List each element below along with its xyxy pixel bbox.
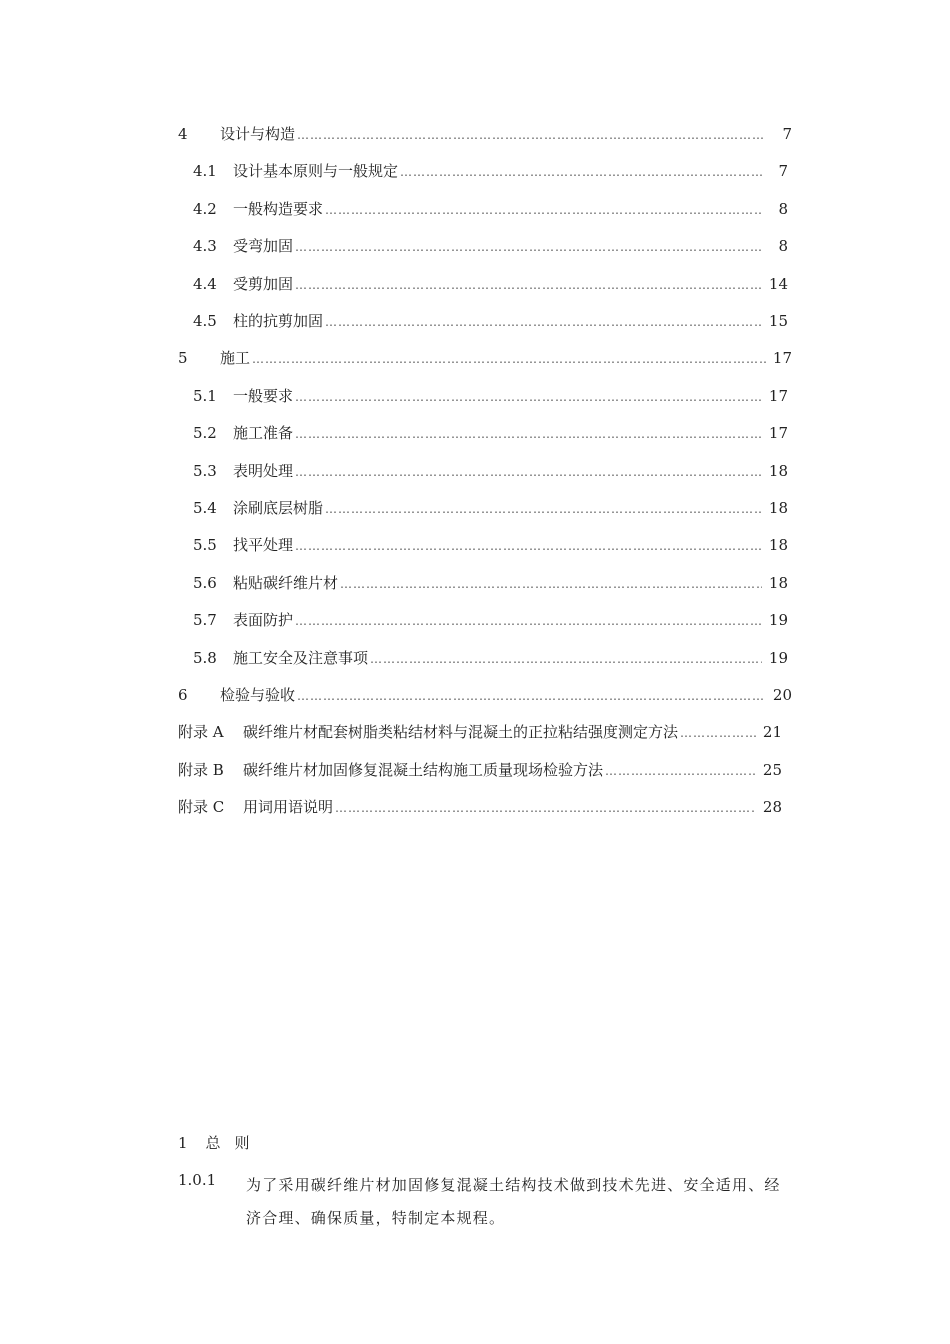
toc-entry-number: 5.5: [193, 536, 217, 555]
toc-entry-title: 施工准备: [233, 424, 294, 443]
toc-entry-page: 18: [768, 573, 788, 592]
toc-entry[interactable]: [193, 420, 788, 446]
toc-entry-title: 受剪加固: [233, 274, 294, 293]
toc-entry-number: 5.6: [193, 573, 217, 592]
toc-entry-number: 5: [178, 349, 188, 368]
toc-entry-number: 4.3: [193, 237, 217, 256]
toc-leader-dots: [325, 197, 762, 223]
toc-entry[interactable]: [193, 271, 788, 297]
toc-entry[interactable]: [178, 719, 782, 745]
toc-entry[interactable]: [178, 682, 792, 708]
toc-entry[interactable]: [193, 158, 788, 184]
toc-leader-dots: [325, 309, 762, 335]
toc-leader-dots: [400, 159, 762, 185]
toc-entry[interactable]: [193, 308, 788, 334]
toc-entry[interactable]: [193, 458, 788, 484]
toc-leader-dots: [297, 683, 766, 709]
toc-leader-dots: [340, 571, 762, 597]
toc-leader-dots: [605, 758, 756, 784]
toc-entry-number: 6: [178, 686, 188, 704]
toc-entry-page: 28: [762, 798, 782, 817]
toc-leader-dots: [295, 459, 762, 485]
toc-entry-page: 17: [768, 386, 788, 405]
toc-entry-title: 找平处理: [233, 536, 294, 555]
chapter-number: 1: [178, 1134, 188, 1152]
toc-entry-page: 15: [768, 312, 788, 330]
toc-entry-title: 检验与验收: [220, 686, 296, 704]
toc-leader-dots: [252, 346, 766, 372]
toc-entry[interactable]: [193, 233, 788, 259]
toc-entry-page: 17: [772, 349, 792, 368]
toc-entry-page: 8: [778, 199, 788, 218]
toc-entry-page: 19: [768, 611, 788, 630]
toc-entry-title: 设计与构造: [220, 125, 296, 143]
toc-entry-title: 施工安全及注意事项: [233, 648, 369, 667]
toc-entry-page: 21: [762, 723, 782, 742]
toc-leader-dots: [325, 496, 762, 522]
toc-entry[interactable]: [178, 345, 792, 371]
toc-entry-title: 设计基本原则与一般规定: [233, 162, 399, 181]
toc-entry-page: 18: [768, 499, 788, 517]
toc-entry-number: 附录 B: [178, 760, 224, 779]
toc-entry[interactable]: [193, 495, 788, 521]
toc-entry-number: 5.1: [193, 386, 217, 405]
toc-entry-page: 8: [778, 237, 788, 256]
toc-entry-page: 19: [768, 648, 788, 667]
toc-entry-page: 17: [768, 424, 788, 443]
toc-entry-number: 5.2: [193, 424, 217, 443]
toc-entry-number: 5.3: [193, 461, 217, 480]
toc-entry-title: 表面防护: [233, 611, 294, 630]
toc-entry-page: 18: [768, 461, 788, 480]
toc-entry[interactable]: [193, 570, 788, 596]
toc-entry-page: 18: [768, 536, 788, 555]
toc-leader-dots: [680, 720, 756, 746]
toc-leader-dots: [370, 646, 762, 672]
toc-entry-number: 附录 A: [178, 723, 224, 742]
toc-entry-number: 4.1: [193, 162, 217, 181]
toc-entry-number: 4.4: [193, 274, 217, 293]
toc-entry-title: 受弯加固: [233, 237, 294, 256]
toc-entry[interactable]: [193, 383, 788, 409]
toc-leader-dots: [295, 421, 762, 447]
toc-entry[interactable]: [193, 607, 788, 633]
toc-leader-dots: [295, 533, 762, 559]
chapter-title: 总则: [205, 1134, 264, 1152]
toc-entry-number: 附录 C: [178, 798, 225, 817]
toc-leader-dots: [297, 122, 766, 148]
toc-entry-page: 25: [762, 760, 782, 779]
clause-text-line2: 济合理、确保质量，特制定本规程。: [246, 1209, 506, 1227]
toc-entry[interactable]: [178, 794, 782, 820]
toc-entry-number: 4: [178, 125, 188, 143]
toc-entry-title: 碳纤维片材配套树脂类粘结材料与混凝土的正拉粘结强度测定方法: [243, 723, 679, 742]
toc-entry-page: 7: [782, 125, 792, 143]
toc-entry-title: 用词用语说明: [243, 798, 334, 817]
toc-entry[interactable]: [193, 645, 788, 671]
toc-entry-number: 4.2: [193, 199, 217, 218]
toc-entry-title: 一般构造要求: [233, 199, 324, 218]
toc-entry-number: 5.7: [193, 611, 217, 630]
toc-entry[interactable]: [193, 532, 788, 558]
toc-entry[interactable]: [178, 121, 792, 147]
toc-leader-dots: [295, 384, 762, 410]
toc-leader-dots: [295, 234, 762, 260]
toc-entry-title: 柱的抗剪加固: [233, 312, 324, 330]
toc-entry[interactable]: [193, 196, 788, 222]
toc-entry-title: 粘贴碳纤维片材: [233, 573, 339, 592]
clause-text-line1: 为了采用碳纤维片材加固修复混凝土结构技术做到技术先进、安全适用、经: [246, 1176, 781, 1194]
clause-number: 1.0.1: [178, 1171, 217, 1189]
toc-leader-dots: [295, 608, 762, 634]
toc-entry-number: 5.8: [193, 648, 217, 667]
chapter-heading: [178, 1130, 264, 1156]
toc-entry-page: 20: [772, 686, 792, 704]
toc-entry-title: 涂刷底层树脂: [233, 499, 324, 517]
toc-entry-title: 一般要求: [233, 386, 294, 405]
toc-entry-page: 14: [768, 274, 788, 293]
toc-entry-page: 7: [778, 162, 788, 181]
toc-entry-number: 5.4: [193, 499, 217, 517]
toc-entry-number: 4.5: [193, 312, 217, 330]
toc-leader-dots: [295, 272, 762, 298]
toc-entry-title: 施工: [220, 349, 251, 368]
toc-entry[interactable]: [178, 757, 782, 783]
toc-entry-title: 碳纤维片材加固修复混凝土结构施工质量现场检验方法: [243, 760, 604, 779]
toc-entry-title: 表明处理: [233, 461, 294, 480]
toc-leader-dots: [335, 795, 756, 821]
